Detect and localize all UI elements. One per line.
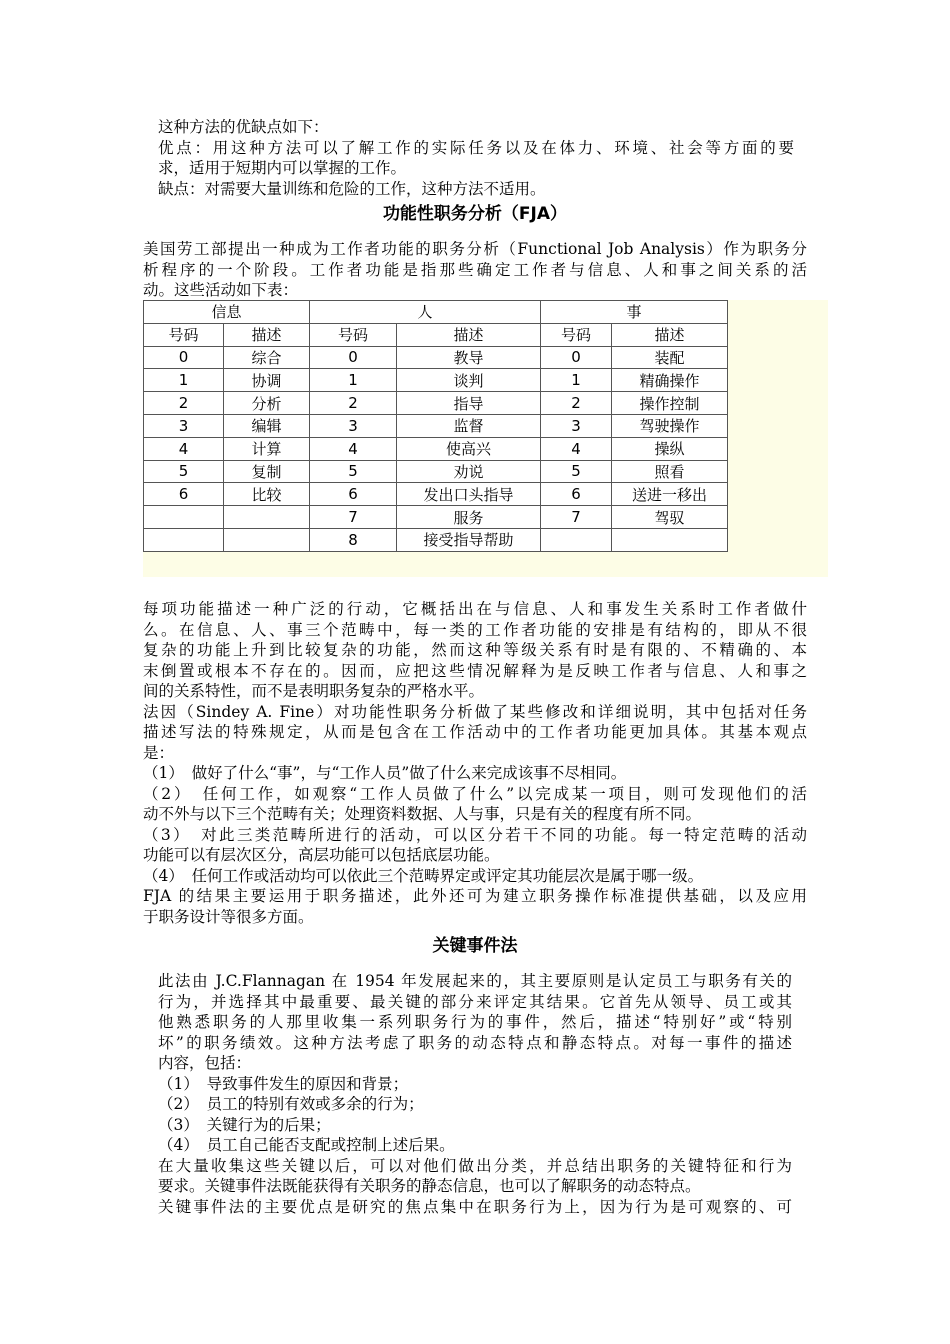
cie-line: 内容，包括：: [158, 1054, 252, 1072]
table-cell: 2: [144, 392, 224, 415]
table-row: [144, 414, 728, 437]
intro-paragraph: [158, 117, 794, 199]
table-cell: 教导: [397, 346, 541, 369]
table-cell: 计算: [224, 437, 310, 460]
table-cell: 操作控制: [612, 392, 728, 415]
critical-incident-heading: 关键事件法: [432, 936, 518, 956]
table-cell: 劝说: [397, 460, 541, 483]
fja-intro-paragraph: [143, 239, 807, 301]
table-cell: 6: [144, 483, 224, 506]
cie-line: （3） 关键行为的后果；: [158, 1115, 331, 1134]
table-row: [144, 346, 728, 369]
fja-body-line: 动不外与以下三个范畴有关；处理资料数据、人与事，只是有关的程度有所不同。: [143, 805, 702, 823]
group-header-things: 事: [541, 301, 728, 324]
table-cell: 服务: [397, 506, 541, 529]
fja-body-line: 于职务设计等很多方面。: [143, 907, 314, 926]
fja-body-line: （4） 任何工作或活动均可以依此三个范畴界定或评定其功能层次是属于哪一级。: [143, 866, 704, 885]
table-cell: 协调: [224, 369, 310, 392]
fja-intro-line: 美国劳工部提出一种成为工作者功能的职务分析（Functional Job Analysis）作为职务分: [143, 240, 807, 258]
table-cell: 驾驭: [612, 506, 728, 529]
table-cell: 0: [144, 346, 224, 369]
fja-intro-line: 析程序的一个阶段。工作者功能是指那些确定工作者与信息、人和事之间关系的活: [143, 260, 807, 279]
cie-line: 要求。关键事件法既能获得有关职务的静态信息，也可以了解职务的动态特点。: [158, 1177, 701, 1195]
cie-line: （1） 导致事件发生的原因和背景；: [158, 1074, 409, 1093]
table-cell: [541, 528, 612, 551]
table-row: [144, 528, 728, 551]
table-cell: 谈判: [397, 369, 541, 392]
fja-body-line: 是：: [143, 743, 175, 762]
table-subheader-row: [144, 323, 728, 346]
table-cell: 2: [541, 392, 612, 415]
fja-body-line: 描述写法的特殊规定，从而是包含在工作活动中的工作者功能更加具体。其基本观点: [143, 723, 807, 741]
table-cell: 使高兴: [397, 437, 541, 460]
table-row: [144, 506, 728, 529]
table-cell: 装配: [612, 346, 728, 369]
intro-line: 优点：用这种方法可以了解工作的实际任务以及在体力、环境、社会等方面的要: [158, 138, 794, 157]
table-cell: 7: [310, 506, 397, 529]
table-cell: 8: [310, 528, 397, 551]
table-row: [144, 483, 728, 506]
fja-body-line: 法因（Sindey A. Fine）对功能性职务分析做了某些修改和详细说明，其中包括对任务: [143, 702, 807, 721]
table-cell: 4: [310, 437, 397, 460]
group-header-people: 人: [310, 301, 541, 324]
table-row: [144, 460, 728, 483]
cie-line: 他熟悉职务的人那里收集一系列职务行为的事件，然后，描述“特别好”或“特别: [158, 1013, 792, 1031]
fja-body-line: 么。在信息、人、事三个范畴中，每一类的工作者功能的安排是有结构的，即从不很: [143, 620, 807, 639]
column-header: 描述: [224, 323, 310, 346]
table-cell: 5: [541, 460, 612, 483]
table-cell: 0: [310, 346, 397, 369]
fja-body-line: （1） 做好了什么“事”，与“工作人员”做了什么来完成该事不尽相同。: [143, 764, 627, 782]
cie-line: 在大量收集这些关键以后，可以对他们做出分类，并总结出职务的关键特征和行为: [158, 1156, 792, 1175]
table-row: [144, 437, 728, 460]
column-header: 号码: [144, 323, 224, 346]
cie-line: 行为，并选择其中最重要、最关键的部分来评定其结果。它首先从领导、员工或其: [158, 992, 792, 1011]
cie-line: 坏”的职务绩效。这种方法考虑了职务的动态特点和静态特点。对每一事件的描述: [158, 1033, 792, 1052]
table-cell: 5: [310, 460, 397, 483]
fja-body-line: 复杂的功能上升到比较复杂的功能，然而这种等级关系有时是有限的、不精确的、本: [143, 641, 807, 659]
column-header: 号码: [310, 323, 397, 346]
table-cell: 1: [144, 369, 224, 392]
fja-body-line: （3） 对此三类范畴所进行的活动，可以区分若干不同的功能。每一特定范畴的活动: [143, 825, 807, 844]
table-cell: 接受指导帮助: [397, 528, 541, 551]
fja-body-line: 每项功能描述一种广泛的行动，它概括出在与信息、人和事发生关系时工作者做什: [143, 600, 807, 618]
table-cell: 分析: [224, 392, 310, 415]
fja-body-line: （2） 任何工作，如观察“工作人员做了什么”以完成某一项目，则可发现他们的活: [143, 784, 807, 803]
table-cell: 操纵: [612, 437, 728, 460]
intro-line: 求，适用于短期内可以掌握的工作。: [158, 159, 407, 177]
table-cell: 送进一移出: [612, 483, 728, 506]
table-cell: [224, 506, 310, 529]
table-cell: 7: [541, 506, 612, 529]
fja-body-line: FJA 的结果主要运用于职务描述，此外还可为建立职务操作标准提供基础，以及应用: [143, 887, 807, 905]
fja-intro-line: 动。这些活动如下表：: [143, 281, 299, 299]
table-cell: 照看: [612, 460, 728, 483]
column-header: 描述: [612, 323, 728, 346]
table-cell: 4: [144, 437, 224, 460]
table-cell: 0: [541, 346, 612, 369]
cie-line: 此法由 J.C.Flannagan 在 1954 年发展起来的，其主要原则是认定员工与职务有关的: [158, 972, 792, 990]
table-cell: 3: [310, 414, 397, 437]
fja-body-line: 功能可以有层次区分，高层功能可以包括底层功能。: [143, 846, 500, 864]
fja-body-line: 末倒置或根本不存在的。因而，应把这些情况解释为是反映工作者与信息、人和事之: [143, 661, 807, 680]
table-cell: 综合: [224, 346, 310, 369]
table-cell: 6: [541, 483, 612, 506]
column-header: 号码: [541, 323, 612, 346]
table-cell: 3: [144, 414, 224, 437]
table-cell: 指导: [397, 392, 541, 415]
fja-body-paragraph: [143, 599, 807, 927]
table-cell: 4: [541, 437, 612, 460]
fja-body-line: 间的关系特性，而不是表明职务复杂的严格水平。: [143, 682, 485, 700]
table-cell: 驾驶操作: [612, 414, 728, 437]
table-cell: 监督: [397, 414, 541, 437]
table-cell: 1: [310, 369, 397, 392]
cie-line: （4） 员工自己能否支配或控制上述后果。: [158, 1136, 455, 1154]
table-cell: 复制: [224, 460, 310, 483]
table-row: [144, 392, 728, 415]
table-cell: [612, 528, 728, 551]
table-cell: 精确操作: [612, 369, 728, 392]
critical-incident-paragraph: [158, 971, 792, 1217]
group-header-info: 信息: [144, 301, 310, 324]
table-cell: 2: [310, 392, 397, 415]
intro-line: 缺点：对需要大量训练和危险的工作，这种方法不适用。: [158, 179, 546, 198]
table-cell: 编辑: [224, 414, 310, 437]
table-cell: [144, 528, 224, 551]
table-cell: 5: [144, 460, 224, 483]
table-cell: 1: [541, 369, 612, 392]
table-cell: 6: [310, 483, 397, 506]
table-cell: [144, 506, 224, 529]
table-row: [144, 369, 728, 392]
table-cell: 比较: [224, 483, 310, 506]
column-header: 描述: [397, 323, 541, 346]
table-group-header-row: [144, 301, 728, 324]
table-cell: 发出口头指导: [397, 483, 541, 506]
cie-line: （2） 员工的特别有效或多余的行为；: [158, 1095, 424, 1113]
fja-heading: 功能性职务分析（FJA）: [382, 204, 568, 224]
intro-line: 这种方法的优缺点如下：: [158, 118, 329, 136]
table-cell: 3: [541, 414, 612, 437]
cie-line: 关键事件法的主要优点是研究的焦点集中在职务行为上，因为行为是可观察的、可: [158, 1197, 792, 1216]
table-cell: [224, 528, 310, 551]
worker-function-table: [143, 300, 728, 552]
